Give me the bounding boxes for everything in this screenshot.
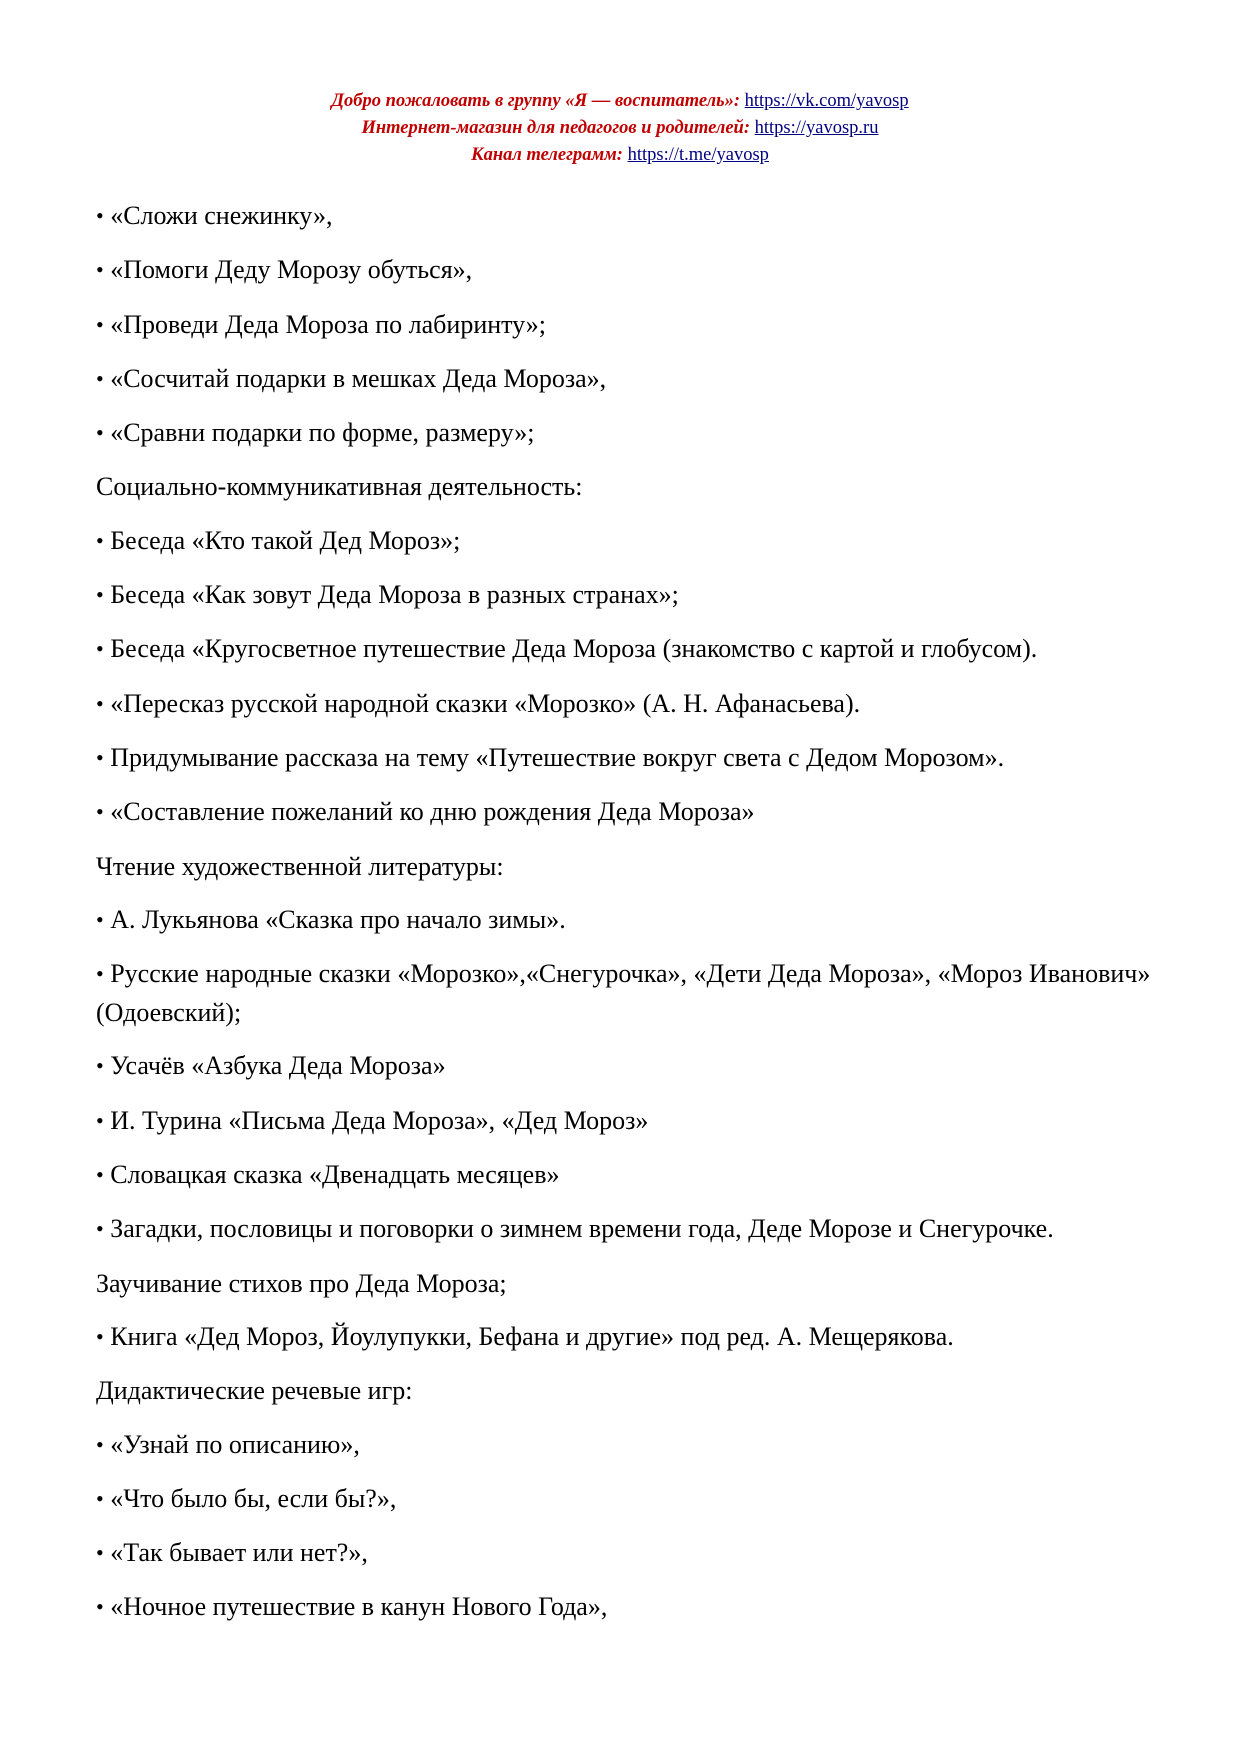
paragraph-text: Беседа «Как зовут Деда Мороза в разных странах»;	[110, 580, 679, 610]
list-item	[96, 306, 1186, 345]
page-header	[0, 88, 1240, 169]
paragraph-text: И. Турина «Письма Деда Мороза», «Дед Мороз»	[110, 1105, 649, 1135]
shop-link[interactable]: https://yavosp.ru	[754, 118, 879, 138]
vk-group-link[interactable]: https://vk.com/yavosp	[744, 91, 909, 111]
list-item	[96, 576, 1186, 615]
paragraph-text: «Что было бы, если бы?»,	[110, 1483, 397, 1513]
paragraph-text: «Помоги Деду Морозу обуться»,	[110, 255, 473, 285]
paragraph-text: Придумывание рассказа на тему «Путешествие вокруг света с Дедом Морозом».	[110, 742, 1005, 772]
bullet-icon: •	[96, 690, 104, 716]
header-line-shop	[0, 115, 1240, 142]
paragraph-text: «Составление пожеланий ко дню рождения Деда Мороза»	[110, 797, 755, 827]
list-item	[96, 1318, 1186, 1357]
bullet-icon: •	[96, 1540, 104, 1566]
header-label: Добро пожаловать в группу «Я — воспитатель»:	[331, 91, 745, 111]
paragraph-text: Беседа «Кругосветное путешествие Деда Мороза (знакомство с картой и глобусом).	[110, 634, 1038, 664]
bullet-icon: •	[96, 744, 104, 770]
bullet-icon: •	[96, 636, 104, 662]
bullet-icon: •	[96, 311, 104, 337]
paragraph-text: «Сравни подарки по форме, размеру»;	[110, 418, 535, 448]
list-item	[96, 1588, 1186, 1627]
bullet-icon: •	[96, 961, 104, 987]
bullet-icon: •	[96, 906, 104, 932]
section-heading	[96, 848, 1186, 886]
bullet-icon: •	[96, 365, 104, 391]
paragraph-text: «Пересказ русской народной сказки «Морозко» (А. Н. Афанасьева).	[110, 688, 861, 718]
list-item	[96, 1534, 1186, 1573]
bullet-icon: •	[96, 1162, 104, 1188]
paragraph-text: «Узнай по описанию»,	[110, 1429, 360, 1459]
bullet-icon: •	[96, 799, 104, 825]
paragraph-text: А. Лукьянова «Сказка про начало зимы».	[110, 904, 566, 934]
bullet-icon: •	[96, 1594, 104, 1620]
paragraph-text: «Ночное путешествие в канун Нового Года»,	[110, 1592, 608, 1622]
paragraph-text: «Так бывает или нет?»,	[110, 1538, 368, 1568]
bullet-icon: •	[96, 203, 104, 228]
list-item	[96, 251, 1186, 290]
list-item	[96, 1047, 1186, 1086]
list-item	[96, 522, 1186, 561]
section-heading	[96, 1265, 1186, 1303]
paragraph-text: «Проведи Деда Мороза по лабиринту»;	[110, 309, 547, 339]
paragraph-text: Беседа «Кто такой Дед Мороз»;	[110, 525, 461, 555]
paragraph-text: Загадки, пословицы и поговорки о зимнем времени года, Деде Морозе и Снегурочке.	[110, 1214, 1054, 1244]
bullet-icon: •	[96, 420, 104, 446]
paragraph-text: Книга «Дед Мороз, Йоулупукки, Бефана и другие» под ред. А. Мещерякова.	[110, 1321, 954, 1351]
list-item	[96, 1480, 1186, 1519]
bullet-icon: •	[96, 1485, 104, 1511]
list-item	[96, 1102, 1186, 1141]
section-heading	[96, 468, 1186, 506]
list-item	[96, 630, 1186, 669]
document-body	[96, 197, 1186, 1643]
header-line-vk	[0, 88, 1240, 115]
bullet-icon: •	[96, 1216, 104, 1242]
telegram-link[interactable]: https://t.me/yavosp	[627, 145, 769, 165]
bullet-icon: •	[96, 257, 104, 283]
paragraph-text: «Сосчитай подарки в мешках Деда Мороза»,	[110, 363, 607, 393]
bullet-icon: •	[96, 1053, 104, 1079]
bullet-icon: •	[96, 1107, 104, 1133]
list-item	[96, 685, 1186, 724]
paragraph-text: Заучивание стихов про Деда Мороза;	[96, 1268, 507, 1298]
paragraph-text: «Сложи снежинку»,	[110, 201, 333, 230]
paragraph-text: Чтение художественной литературы:	[96, 851, 504, 881]
list-item	[96, 901, 1186, 940]
list-item	[96, 1426, 1186, 1465]
bullet-icon: •	[96, 1323, 104, 1349]
paragraph-text: Русские народные сказки «Морозко»,«Снегурочка», «Дети Деда Мороза», «Мороз Иванович» (Одоевский);	[96, 959, 1151, 1028]
section-heading	[96, 1372, 1186, 1410]
list-item	[96, 793, 1186, 832]
header-label: Интернет-магазин для педагогов и родителей:	[361, 118, 755, 138]
bullet-icon: •	[96, 582, 104, 608]
list-item	[96, 739, 1186, 778]
paragraph-text: Дидактические речевые игр:	[96, 1376, 413, 1406]
paragraph-text: Усачёв «Азбука Деда Мороза»	[110, 1051, 446, 1081]
paragraph-text: Словацкая сказка «Двенадцать месяцев»	[110, 1160, 560, 1190]
list-item	[96, 1210, 1186, 1249]
list-item	[96, 360, 1186, 399]
bullet-icon: •	[96, 527, 104, 553]
paragraph-text: Социально-коммуникативная деятельность:	[96, 472, 583, 502]
list-item	[96, 955, 1186, 1032]
bullet-icon: •	[96, 1431, 104, 1457]
list-item	[96, 1156, 1186, 1195]
header-line-telegram	[0, 142, 1240, 169]
list-item	[96, 197, 1186, 236]
list-item	[96, 414, 1186, 453]
header-label: Канал телеграмм:	[471, 145, 628, 165]
